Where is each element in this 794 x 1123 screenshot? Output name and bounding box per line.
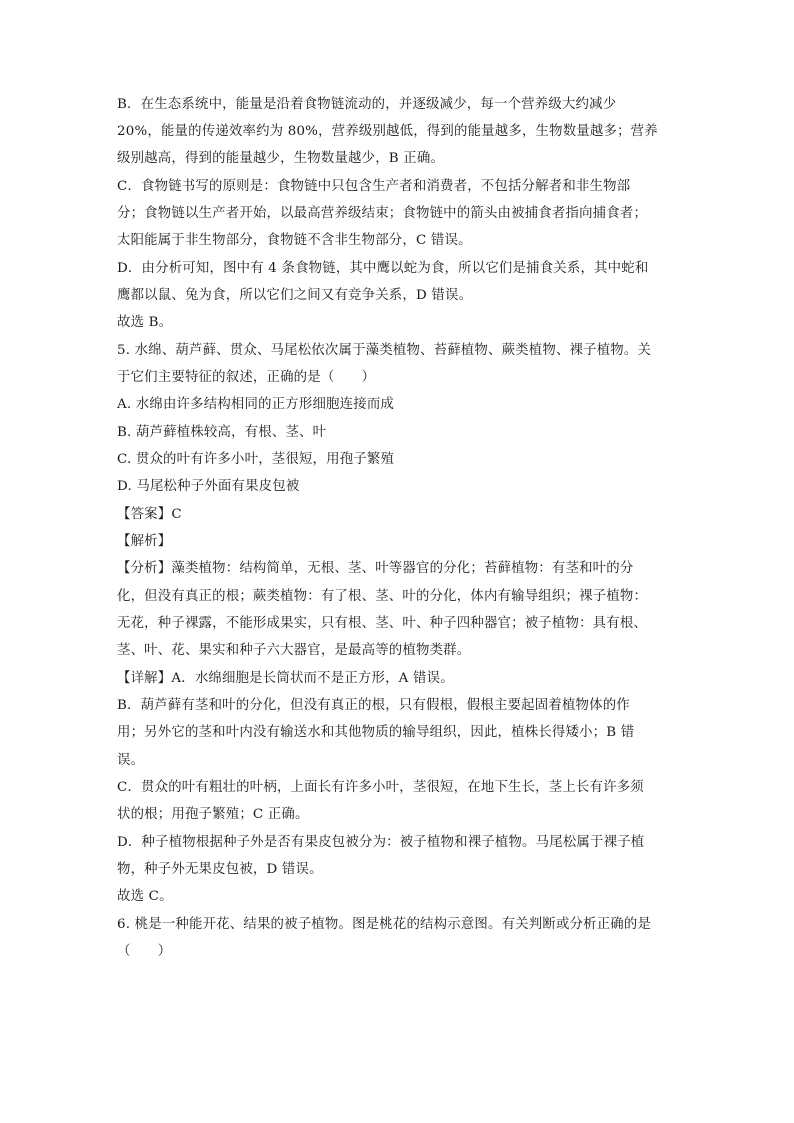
- text-line-b-energy-2: 20%，能量的传递效率约为 80%，营养级别越低，得到的能量越多，生物数量越多；营养: [117, 124, 658, 139]
- detail-line-b-1: B．葫芦藓有茎和叶的分化，但没有真正的根，只有假根，假根主要起固着植物体的作: [117, 698, 630, 713]
- question-5-option-c: C. 贯众的叶有许多小叶，茎很短，用孢子繁殖: [117, 452, 395, 467]
- text-line-c-chain-3: 太阳能属于非生物部分，食物链不含非生物部分，C 错误。: [117, 233, 472, 248]
- analysis-line-2: 化，但没有真正的根；蕨类植物：有了根、茎、叶的分化，体内有输导组织；裸子植物：: [117, 589, 648, 604]
- question-6-stem-2: （ ）: [117, 944, 172, 959]
- detail-line-a: 【详解】A．水绵细胞是长筒状而不是正方形，A 错误。: [117, 671, 454, 686]
- detail-line-b-3: 误。: [117, 753, 145, 768]
- text-line-b-energy-1: B．在生态系统中，能量是沿着食物链流动的，并逐级减少，每一个营养级大约减少: [117, 97, 617, 112]
- detail-line-d-2: 物，种子外无果皮包被，D 错误。: [117, 862, 323, 877]
- text-line-d-analysis-1: D．由分析可知，图中有 4 条食物链，其中鹰以蛇为食，所以它们是捕食关系，其中蛇和: [117, 261, 649, 276]
- question-5-option-b: B. 葫芦藓植株较高，有根、茎、叶: [117, 425, 327, 440]
- text-line-d-analysis-2: 鹰都以鼠、兔为食，所以它们之间又有竞争关系，D 错误。: [117, 288, 473, 303]
- analysis-line-1: 【分析】藻类植物：结构简单，无根、茎、叶等器官的分化；苔藓植物：有茎和叶的分: [117, 561, 634, 576]
- text-line-choose-b: 故选 B。: [117, 315, 173, 330]
- text-line-c-chain-2: 分；食物链以生产者开始，以最高营养级结束；食物链中的箭头由被捕食者指向捕食者；: [117, 206, 648, 221]
- answer-label: 【答案】C: [117, 507, 182, 522]
- text-line-c-chain-1: C．食物链书写的原则是：食物链中只包含生产者和消费者，不包括分解者和非生物部: [117, 179, 631, 194]
- detail-line-d-1: D．种子植物根据种子外是否有果皮包被分为：被子植物和裸子植物。马尾松属于裸子植: [117, 835, 645, 850]
- analysis-line-3: 无花，种子裸露，不能形成果实，只有根、茎、叶、种子四种器官；被子植物：具有根、: [117, 616, 648, 631]
- text-line-choose-c: 故选 C。: [117, 889, 173, 904]
- question-5-stem-2: 于它们主要特征的叙述，正确的是（ ）: [117, 370, 376, 385]
- explanation-label: 【解析】: [117, 534, 172, 549]
- detail-line-b-2: 用；另外它的茎和叶内没有输送水和其他物质的输导组织，因此，植株长得矮小；B 错: [117, 725, 635, 740]
- question-5-stem-1: 5. 水绵、葫芦藓、贯众、马尾松依次属于藻类植物、苔藓植物、蕨类植物、裸子植物。关: [117, 343, 652, 358]
- question-6-stem-1: 6. 桃是一种能开花、结果的被子植物。图是桃花的结构示意图。有关判断或分析正确的是: [117, 917, 652, 932]
- detail-line-c-2: 状的根；用孢子繁殖；C 正确。: [117, 807, 309, 822]
- question-5-option-a: A. 水绵由许多结构相同的正方形细胞连接而成: [117, 397, 395, 412]
- question-5-option-d: D. 马尾松种子外面有果皮包被: [117, 479, 300, 494]
- text-line-b-energy-3: 级别越高，得到的能量越少，生物数量越少，B 正确。: [117, 151, 445, 166]
- detail-line-c-1: C．贯众的叶有粗壮的叶柄，上面长有许多小叶，茎很短，在地下生长，茎上长有许多须: [117, 780, 644, 795]
- analysis-line-4: 茎、叶、花、果实和种子六大器官，是最高等的植物类群。: [117, 643, 471, 658]
